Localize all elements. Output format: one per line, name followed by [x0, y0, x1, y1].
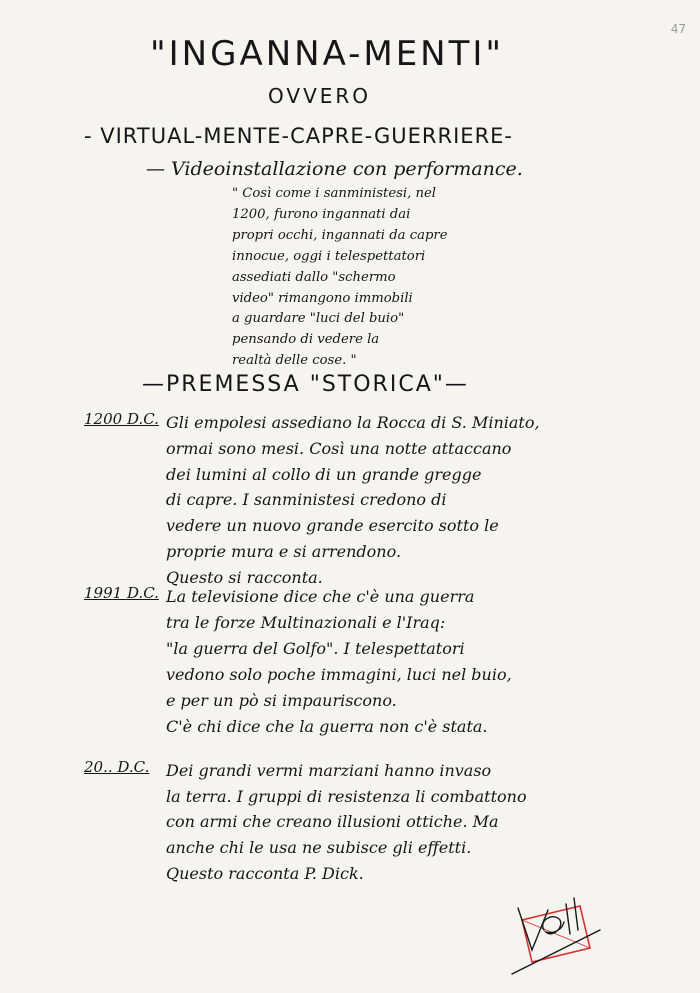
entry-line: Questo si racconta. [166, 567, 323, 587]
quote-line: pensando di vedere la [232, 332, 380, 348]
video-installation-line: — Videoinstallazione con performance. [146, 158, 523, 180]
entry-line: di capre. I sanministesi credono di [166, 490, 447, 510]
entry-date: 1200 D.C. [84, 410, 159, 428]
page-number: 47 [670, 22, 686, 36]
quote-line: propri occhi, ingannati da capre [232, 227, 448, 243]
entry-line: "la guerra del Golfo". I telespettatori [166, 639, 465, 658]
main-subtitle: - VIRTUAL-MENTE-CAPRE-GUERRIERE- [84, 124, 514, 148]
entry-line: tra le forze Multinazionali e l'Iraq: [166, 613, 446, 632]
quote-line: a guardare "luci del buio" [232, 311, 405, 327]
subtitle-ovvero: OVVERO [268, 84, 372, 108]
section-heading-premessa: —PREMESSA "STORICA"— [142, 372, 469, 397]
entry-line: dei lumini al collo di un grande gregge [166, 464, 482, 484]
entry-line: ormai sono mesi. Così una notte attaccano [166, 438, 512, 458]
entry-line: La televisione dice che c'è una guerra [166, 587, 475, 606]
page-title: "INGANNA-MENTI" [150, 34, 505, 74]
entry-line: anche chi le usa ne subisce gli effetti. [166, 838, 472, 858]
quote-line: assediati dallo "schermo [232, 269, 396, 285]
entry-date: 20.. D.C. [84, 758, 150, 776]
entry-line: Gli empolesi assediano la Rocca di S. Miniato, [166, 413, 540, 432]
entry-line: vedono solo poche immagini, luci nel buio, [166, 665, 512, 684]
quote-block [232, 184, 472, 372]
entry-date: 1991 D.C. [84, 584, 159, 602]
quote-line: video" rimangono immobili [232, 290, 413, 306]
signature-with-stamp [508, 890, 604, 976]
entry-line: la terra. I gruppi di resistenza li combattono [166, 786, 527, 806]
entry-line: proprie mura e si arrendono. [166, 541, 402, 561]
quote-line: innocue, oggi i telespettatori [232, 248, 426, 264]
entry-line: e per un pò si impauriscono. [166, 691, 397, 710]
entry-line: Questo racconta P. Dick. [166, 863, 364, 883]
entry-line: vedere un nuovo grande esercito sotto le [166, 516, 499, 536]
entry-text [166, 584, 512, 740]
quote-line: " Così come i sanministesi, nel [232, 186, 437, 201]
entry-line: con armi che creano illusioni ottiche. Ma [166, 812, 499, 832]
quote-line: 1200, furono ingannati dai [232, 206, 411, 222]
entry-text [166, 410, 540, 591]
entry-line: Dei grandi vermi marziani hanno invaso [166, 761, 492, 780]
entry-text [166, 758, 527, 887]
quote-line: realtà delle cose. " [232, 353, 357, 369]
entry-line: C'è chi dice che la guerra non c'è stata. [166, 717, 488, 736]
